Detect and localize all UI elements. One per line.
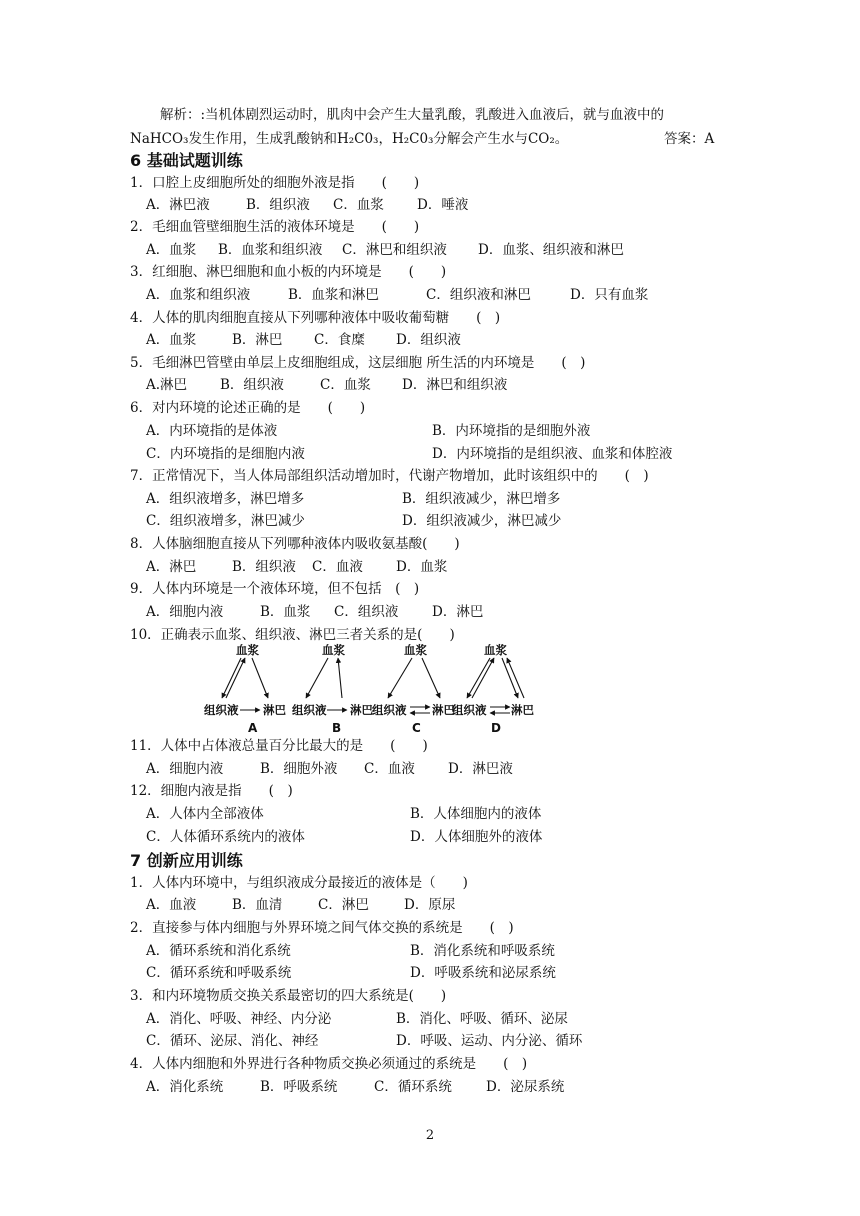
q6-3-option-a: A．血浆和组织液: [146, 287, 251, 303]
q6-1-option-c: C．血浆: [333, 197, 384, 213]
diagram-b-plasma: 血浆: [322, 643, 345, 657]
q6-7-option-c: C．组织液增多，淋巴减少: [146, 513, 305, 529]
analysis-line-1: 解析：:当机体剧烈运动时，肌肉中会产生大量乳酸，乳酸进入血液后，就与血液中的: [160, 107, 665, 123]
q6-8-stem: 8．人体脑细胞直接从下列哪种液体内吸收氨基酸( ): [130, 536, 460, 552]
diagram-label-d: D: [491, 721, 501, 735]
q6-4-option-b: B．淋巴: [232, 332, 283, 348]
q6-3-stem: 3．红细胞、淋巴细胞和血小板的内环境是 ( ): [130, 264, 447, 280]
diagram-d-plasma: 血浆: [484, 643, 507, 657]
diagram-label-b: B: [332, 721, 342, 735]
q6-12-option-a: A．人体内全部液体: [146, 806, 264, 822]
q7-1-option-c: C．淋巴: [318, 897, 369, 913]
q6-12-option-b: B．人体细胞内的液体: [410, 806, 542, 822]
q7-4-option-b: B．呼吸系统: [260, 1079, 338, 1095]
q6-6-option-a: A．内环境指的是体液: [146, 423, 278, 439]
q6-5-stem: 5．毛细淋巴管壁由单层上皮细胞组成，这层细胞 所生活的内环境是 ( ): [130, 355, 586, 371]
q7-4-stem: 4．人体内细胞和外界进行各种物质交换必须通过的系统是 ( ): [130, 1056, 528, 1072]
q6-6-option-b: B．内环境指的是细胞外液: [432, 423, 591, 439]
q6-4-option-c: C．食糜: [314, 332, 365, 348]
q7-4-option-a: A．消化系统: [146, 1079, 224, 1095]
q6-5-option-b: B．组织液: [220, 377, 284, 393]
q6-9-option-d: D．淋巴: [432, 604, 484, 620]
q7-2-option-b: B．消化系统和呼吸系统: [410, 943, 555, 959]
q6-12-option-d: D．人体细胞外的液体: [410, 829, 543, 845]
q6-9-option-b: B．血浆: [260, 604, 311, 620]
q6-3-option-c: C．组织液和淋巴: [426, 287, 531, 303]
relationship-diagram: [200, 640, 540, 738]
q7-1-option-d: D．原尿: [404, 897, 456, 913]
q6-7-option-d: D．组织液减少，淋巴减少: [402, 513, 562, 529]
q6-5-option-c: C．血浆: [320, 377, 371, 393]
q6-7-option-b: B．组织液减少，淋巴增多: [402, 491, 561, 507]
q6-2-option-c: C．淋巴和组织液: [342, 242, 447, 258]
q6-1-option-d: D．唾液: [417, 197, 469, 213]
q7-1-option-a: A．血液: [146, 897, 197, 913]
q6-11-option-d: D．淋巴液: [448, 761, 513, 777]
diagram-a-lymph: 淋巴: [263, 703, 286, 717]
q6-7-option-a: A．组织液增多，淋巴增多: [146, 491, 305, 507]
q7-2-option-c: C．循环系统和呼吸系统: [146, 965, 292, 981]
q7-2-stem: 2．直接参与体内细胞与外界环境之间气体交换的系统是 ( ): [130, 920, 514, 936]
q6-4-option-d: D．组织液: [396, 332, 461, 348]
q7-3-option-d: D．呼吸、运动、内分泌、循环: [396, 1033, 583, 1049]
q6-12-option-c: C．人体循环系统内的液体: [146, 829, 305, 845]
q7-2-option-d: D．呼吸系统和泌尿系统: [410, 965, 556, 981]
q6-1-option-b: B．组织液: [246, 197, 310, 213]
section-7-title: 7 创新应用训练: [130, 851, 243, 870]
q6-4-stem: 4．人体的肌肉细胞直接从下列哪种液体中吸收葡萄糖 ( ): [130, 310, 501, 326]
q6-8-option-c: C．血液: [312, 559, 363, 575]
q6-6-option-c: C．内环境指的是细胞内液: [146, 446, 305, 462]
q6-8-option-d: D．血浆: [396, 559, 448, 575]
diagram-d-tissue: 组织液: [452, 703, 487, 717]
q6-12-stem: 12．细胞内液是指 ( ): [130, 783, 293, 799]
section-6-title: 6 基础试题训练: [130, 151, 243, 170]
diagram-b-lymph: 淋巴: [350, 703, 373, 717]
q6-10-stem: 10．正确表示血浆、组织液、淋巴三者关系的是( ): [130, 627, 455, 643]
q6-9-stem: 9．人体内环境是一个液体环境，但不包括 ( ): [130, 581, 420, 597]
q6-9-option-c: C．组织液: [334, 604, 399, 620]
q6-11-stem: 11．人体中占体液总量百分比最大的是 ( ): [130, 738, 428, 754]
q7-3-option-c: C．循环、泌尿、消化、神经: [146, 1033, 319, 1049]
q6-11-option-c: C．血液: [364, 761, 415, 777]
diagram-c-plasma: 血浆: [404, 643, 427, 657]
q7-3-stem: 3．和内环境物质交换关系最密切的四大系统是( ): [130, 988, 447, 1004]
diagram-b-tissue: 组织液: [292, 703, 327, 717]
q6-2-option-b: B．血浆和组织液: [218, 242, 323, 258]
q7-3-option-a: A．消化、呼吸、神经、内分泌: [146, 1011, 332, 1027]
q6-3-option-d: D．只有血浆: [570, 287, 649, 303]
q7-1-stem: 1．人体内环境中，与组织液成分最接近的液体是（ ): [130, 875, 468, 891]
q6-6-option-d: D．内环境指的是组织液、血浆和体腔液: [432, 446, 673, 462]
q6-9-option-a: A．细胞内液: [146, 604, 224, 620]
q6-8-option-b: B．组织液: [232, 559, 296, 575]
q6-5-option-d: D．淋巴和组织液: [402, 377, 508, 393]
q6-1-option-a: A．淋巴液: [146, 197, 210, 213]
q6-3-option-b: B．血浆和淋巴: [288, 287, 379, 303]
diagram-c-tissue: 组织液: [372, 703, 407, 717]
q7-1-option-b: B．血清: [232, 897, 283, 913]
q6-8-option-a: A．淋巴: [146, 559, 197, 575]
q7-4-option-c: C．循环系统: [374, 1079, 452, 1095]
diagram-c-lymph: 淋巴: [432, 703, 455, 717]
q6-2-option-a: A．血浆: [146, 242, 197, 258]
q6-1-stem: 1．口腔上皮细胞所处的细胞外液是指 ( ): [130, 175, 420, 191]
q6-7-stem: 7．正常情况下，当人体局部组织活动增加时，代谢产物增加，此时该组织中的 ( ): [130, 468, 649, 484]
diagram-d-lymph: 淋巴: [511, 703, 534, 717]
analysis-line-2: NaHCO₃发生作用，生成乳酸钠和H₂C0₃，H₂C0₃分解会产生水与CO₂。: [130, 131, 569, 147]
diagram-label-a: A: [248, 721, 258, 735]
q6-5-option-a: A.淋巴: [146, 377, 188, 393]
diagram-a-plasma: 血浆: [236, 643, 259, 657]
page-number: 2: [425, 1128, 435, 1143]
analysis-answer: 答案：A: [664, 131, 715, 147]
diagram-a-tissue: 组织液: [204, 703, 239, 717]
q7-4-option-d: D．泌尿系统: [486, 1079, 565, 1095]
diagram-label-c: C: [412, 721, 421, 735]
q6-6-stem: 6．对内环境的论述正确的是 ( ): [130, 400, 366, 416]
q7-2-option-a: A．循环系统和消化系统: [146, 943, 291, 959]
q6-2-option-d: D．血浆、组织液和淋巴: [478, 242, 624, 258]
q6-2-stem: 2．毛细血管壁细胞生活的液体环境是 ( ): [130, 219, 420, 235]
q6-11-option-a: A．细胞内液: [146, 761, 224, 777]
q7-3-option-b: B．消化、呼吸、循环、泌尿: [396, 1011, 568, 1027]
q6-11-option-b: B．细胞外液: [260, 761, 338, 777]
q6-4-option-a: A．血浆: [146, 332, 197, 348]
